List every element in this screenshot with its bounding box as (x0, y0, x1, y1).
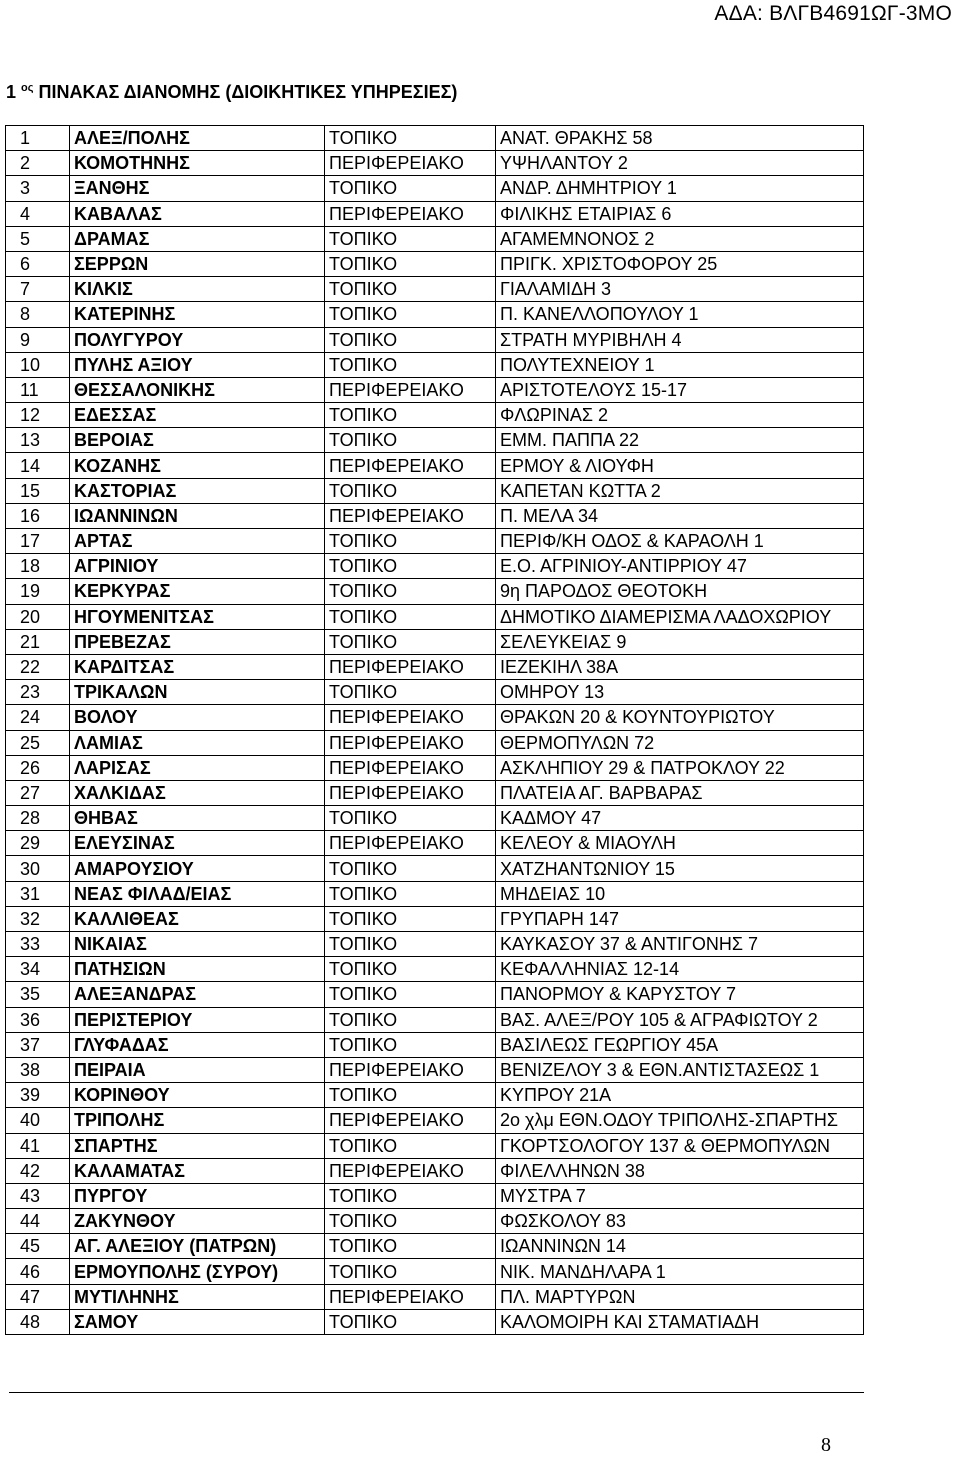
table-row (6, 453, 864, 478)
row-type: ΤΟΠΙΚΟ (325, 579, 496, 604)
row-address: ΒΑΣΙΛΕΩΣ ΓΕΩΡΓΙΟΥ 45Α (496, 1032, 864, 1057)
row-city: ΝΕΑΣ ΦΙΛΑΔ/ΕΙΑΣ (70, 881, 325, 906)
row-city: ΓΛΥΦΑΔΑΣ (70, 1032, 325, 1057)
table-row (6, 403, 864, 428)
row-type: ΤΟΠΙΚΟ (325, 1183, 496, 1208)
table-row (6, 1032, 864, 1057)
table-row (6, 201, 864, 226)
table-row (6, 352, 864, 377)
row-number: 11 (6, 377, 70, 402)
row-city: ΒΕΡΟΙΑΣ (70, 428, 325, 453)
table-row (6, 730, 864, 755)
row-address: ΘΡΑΚΩΝ 20 & ΚΟΥΝΤΟΥΡΙΩΤΟΥ (496, 705, 864, 730)
row-number: 14 (6, 453, 70, 478)
row-address: Π. ΜΕΛΑ 34 (496, 503, 864, 528)
row-type: ΤΟΠΙΚΟ (325, 352, 496, 377)
row-address: ΘΕΡΜΟΠΥΛΩΝ 72 (496, 730, 864, 755)
table-row (6, 176, 864, 201)
table-row (6, 428, 864, 453)
row-number: 15 (6, 478, 70, 503)
row-city: ΗΓΟΥΜΕΝΙΤΣΑΣ (70, 604, 325, 629)
table-row (6, 1234, 864, 1259)
table-row (6, 277, 864, 302)
row-type: ΤΟΠΙΚΟ (325, 478, 496, 503)
row-number: 2 (6, 151, 70, 176)
row-number: 37 (6, 1032, 70, 1057)
row-type: ΤΟΠΙΚΟ (325, 806, 496, 831)
row-number: 30 (6, 856, 70, 881)
row-address: ΦΩΣΚΟΛΟΥ 83 (496, 1209, 864, 1234)
table-row (6, 579, 864, 604)
row-city: ΜΥΤΙΛΗΝΗΣ (70, 1284, 325, 1309)
row-address: ΠΛ. ΜΑΡΤΥΡΩΝ (496, 1284, 864, 1309)
row-city: ΕΛΕΥΣΙΝΑΣ (70, 831, 325, 856)
row-type: ΤΟΠΙΚΟ (325, 957, 496, 982)
row-type: ΤΟΠΙΚΟ (325, 1209, 496, 1234)
row-number: 27 (6, 780, 70, 805)
row-type: ΤΟΠΙΚΟ (325, 629, 496, 654)
row-address: ΚΑΠΕΤΑΝ ΚΩΤΤΑ 2 (496, 478, 864, 503)
row-address: ΒΕΝΙΖΕΛΟΥ 3 & ΕΘΝ.ΑΝΤΙΣΤΑΣΕΩΣ 1 (496, 1057, 864, 1082)
row-city: ΠΥΛΗΣ ΑΞΙΟΥ (70, 352, 325, 377)
row-type: ΤΟΠΙΚΟ (325, 982, 496, 1007)
row-type: ΤΟΠΙΚΟ (325, 604, 496, 629)
row-type: ΠΕΡΙΦΕΡΕΙΑΚΟ (325, 503, 496, 528)
row-type: ΠΕΡΙΦΕΡΕΙΑΚΟ (325, 730, 496, 755)
row-number: 8 (6, 302, 70, 327)
row-city: ΚΑΡΔΙΤΣΑΣ (70, 654, 325, 679)
table-row (6, 1083, 864, 1108)
table-row (6, 654, 864, 679)
row-city: ΑΜΑΡΟΥΣΙΟΥ (70, 856, 325, 881)
row-type: ΠΕΡΙΦΕΡΕΙΑΚΟ (325, 1158, 496, 1183)
table-row (6, 302, 864, 327)
row-number: 12 (6, 403, 70, 428)
row-number: 7 (6, 277, 70, 302)
table-row (6, 1108, 864, 1133)
row-city: ΤΡΙΠΟΛΗΣ (70, 1108, 325, 1133)
row-number: 31 (6, 881, 70, 906)
row-address: ΟΜΗΡΟΥ 13 (496, 680, 864, 705)
row-number: 26 (6, 755, 70, 780)
row-city: ΣΠΑΡΤΗΣ (70, 1133, 325, 1158)
row-city: ΣΑΜΟΥ (70, 1309, 325, 1334)
row-address: ΙΕΖΕΚΙΗΛ 38Α (496, 654, 864, 679)
table-row (6, 806, 864, 831)
table-row (6, 982, 864, 1007)
row-type: ΤΟΠΙΚΟ (325, 1234, 496, 1259)
row-address: ΚΑΛΟΜΟΙΡΗ ΚΑΙ ΣΤΑΜΑΤΙΑΔΗ (496, 1309, 864, 1334)
row-number: 23 (6, 680, 70, 705)
row-city: ΚΑΤΕΡΙΝΗΣ (70, 302, 325, 327)
row-type: ΤΟΠΙΚΟ (325, 856, 496, 881)
row-number: 19 (6, 579, 70, 604)
row-address: ΒΑΣ. ΑΛΕΞ/ΡΟΥ 105 & ΑΓΡΑΦΙΩΤΟΥ 2 (496, 1007, 864, 1032)
row-address: ΣΤΡΑΤΗ ΜΥΡΙΒΗΛΗ 4 (496, 327, 864, 352)
row-type: ΠΕΡΙΦΕΡΕΙΑΚΟ (325, 654, 496, 679)
row-type: ΤΟΠΙΚΟ (325, 1083, 496, 1108)
table-row (6, 705, 864, 730)
table-row (6, 1007, 864, 1032)
table-row (6, 529, 864, 554)
row-number: 38 (6, 1057, 70, 1082)
table-row (6, 251, 864, 276)
row-city: ΖΑΚΥΝΘΟΥ (70, 1209, 325, 1234)
row-city: ΙΩΑΝΝΙΝΩΝ (70, 503, 325, 528)
row-type: ΤΟΠΙΚΟ (325, 932, 496, 957)
row-address: ΠΕΡΙΦ/ΚΗ ΟΔΟΣ & ΚΑΡΑΟΛΗ 1 (496, 529, 864, 554)
row-city: ΒΟΛΟΥ (70, 705, 325, 730)
row-type: ΤΟΠΙΚΟ (325, 403, 496, 428)
row-number: 47 (6, 1284, 70, 1309)
row-city: ΔΡΑΜΑΣ (70, 226, 325, 251)
row-city: ΑΛΕΞ/ΠΟΛΗΣ (70, 126, 325, 151)
row-city: ΚΕΡΚΥΡΑΣ (70, 579, 325, 604)
table-row (6, 1133, 864, 1158)
row-number: 28 (6, 806, 70, 831)
row-type: ΤΟΠΙΚΟ (325, 1032, 496, 1057)
row-address: 2ο χλμ ΕΘΝ.ΟΔΟΥ ΤΡΙΠΟΛΗΣ-ΣΠΑΡΤΗΣ (496, 1108, 864, 1133)
row-number: 25 (6, 730, 70, 755)
row-number: 16 (6, 503, 70, 528)
row-number: 36 (6, 1007, 70, 1032)
row-address: ΠΟΛΥΤΕΧΝΕΙΟΥ 1 (496, 352, 864, 377)
heading-ordinal-suffix: ος (21, 82, 34, 94)
row-city: ΛΑΜΙΑΣ (70, 730, 325, 755)
row-type: ΤΟΠΙΚΟ (325, 1309, 496, 1334)
row-city: ΚΑΛΑΜΑΤΑΣ (70, 1158, 325, 1183)
table-row (6, 755, 864, 780)
row-number: 17 (6, 529, 70, 554)
row-type: ΤΟΠΙΚΟ (325, 906, 496, 931)
row-number: 9 (6, 327, 70, 352)
table-row (6, 1209, 864, 1234)
row-type: ΤΟΠΙΚΟ (325, 1259, 496, 1284)
row-type: ΠΕΡΙΦΕΡΕΙΑΚΟ (325, 377, 496, 402)
row-number: 10 (6, 352, 70, 377)
row-number: 40 (6, 1108, 70, 1133)
row-city: ΘΗΒΑΣ (70, 806, 325, 831)
row-type: ΠΕΡΙΦΕΡΕΙΑΚΟ (325, 201, 496, 226)
row-address: 9η ΠΑΡΟΔΟΣ ΘΕΟΤΟΚΗ (496, 579, 864, 604)
table-row (6, 226, 864, 251)
distribution-table (5, 125, 864, 1335)
table-row (6, 377, 864, 402)
row-address: ΠΛΑΤΕΙΑ ΑΓ. ΒΑΡΒΑΡΑΣ (496, 780, 864, 805)
row-type: ΤΟΠΙΚΟ (325, 680, 496, 705)
heading-number: 1 (6, 82, 17, 102)
table-heading (6, 82, 457, 103)
table-row (6, 604, 864, 629)
row-number: 35 (6, 982, 70, 1007)
row-city: ΑΓΡΙΝΙΟΥ (70, 554, 325, 579)
ada-code: ΑΔΑ: ΒΛΓΒ4691ΩΓ-3ΜΟ (714, 2, 952, 25)
row-type: ΤΟΠΙΚΟ (325, 277, 496, 302)
row-address: ΕΡΜΟΥ & ΛΙΟΥΦΗ (496, 453, 864, 478)
table-row (6, 881, 864, 906)
row-address: ΦΙΛΙΚΗΣ ΕΤΑΙΡΙΑΣ 6 (496, 201, 864, 226)
row-number: 46 (6, 1259, 70, 1284)
row-address: ΚΕΦΑΛΛΗΝΙΑΣ 12-14 (496, 957, 864, 982)
row-city: ΚΑΛΛΙΘΕΑΣ (70, 906, 325, 931)
table-row (6, 629, 864, 654)
table-row (6, 503, 864, 528)
table-row (6, 680, 864, 705)
row-type: ΤΟΠΙΚΟ (325, 327, 496, 352)
row-type: ΤΟΠΙΚΟ (325, 251, 496, 276)
row-address: ΔΗΜΟΤΙΚΟ ΔΙΑΜΕΡΙΣΜΑ ΛΑΔΟΧΩΡΙΟΥ (496, 604, 864, 629)
row-city: ΚΟΡΙΝΘΟΥ (70, 1083, 325, 1108)
row-type: ΤΟΠΙΚΟ (325, 226, 496, 251)
page-number: 8 (821, 1434, 831, 1456)
row-number: 33 (6, 932, 70, 957)
row-address: ΜΥΣΤΡΑ 7 (496, 1183, 864, 1208)
table-row (6, 327, 864, 352)
table-row (6, 932, 864, 957)
row-address: ΜΗΔΕΙΑΣ 10 (496, 881, 864, 906)
row-type: ΠΕΡΙΦΕΡΕΙΑΚΟ (325, 705, 496, 730)
row-address: ΝΙΚ. ΜΑΝΔΗΛΑΡΑ 1 (496, 1259, 864, 1284)
row-address: ΕΜΜ. ΠΑΠΠΑ 22 (496, 428, 864, 453)
row-type: ΤΟΠΙΚΟ (325, 1007, 496, 1032)
row-number: 3 (6, 176, 70, 201)
row-address: ΚΑΔΜΟΥ 47 (496, 806, 864, 831)
row-number: 13 (6, 428, 70, 453)
row-number: 4 (6, 201, 70, 226)
row-address: ΓΚΟΡΤΣΟΛΟΓΟΥ 137 & ΘΕΡΜΟΠΥΛΩΝ (496, 1133, 864, 1158)
row-address: ΑΓΑΜΕΜΝΟΝΟΣ 2 (496, 226, 864, 251)
table-row (6, 126, 864, 151)
row-type: ΤΟΠΙΚΟ (325, 1133, 496, 1158)
table-row (6, 1158, 864, 1183)
row-city: ΑΛΕΞΑΝΔΡΑΣ (70, 982, 325, 1007)
row-city: ΕΡΜΟΥΠΟΛΗΣ (ΣΥΡΟΥ) (70, 1259, 325, 1284)
row-type: ΤΟΠΙΚΟ (325, 302, 496, 327)
row-number: 24 (6, 705, 70, 730)
row-number: 34 (6, 957, 70, 982)
row-address: ΧΑΤΖΗΑΝΤΩΝΙΟΥ 15 (496, 856, 864, 881)
row-city: ΛΑΡΙΣΑΣ (70, 755, 325, 780)
row-type: ΤΟΠΙΚΟ (325, 126, 496, 151)
row-type: ΠΕΡΙΦΕΡΕΙΑΚΟ (325, 1057, 496, 1082)
row-address: ΑΣΚΛΗΠΙΟΥ 29 & ΠΑΤΡΟΚΛΟΥ 22 (496, 755, 864, 780)
row-city: ΠΕΙΡΑΙΑ (70, 1057, 325, 1082)
table-body (6, 126, 864, 1335)
table-row (6, 780, 864, 805)
row-number: 29 (6, 831, 70, 856)
row-number: 20 (6, 604, 70, 629)
row-address: ΚΥΠΡΟΥ 21Α (496, 1083, 864, 1108)
row-address: ΠΑΝΟΡΜΟΥ & ΚΑΡΥΣΤΟΥ 7 (496, 982, 864, 1007)
table-row (6, 478, 864, 503)
row-type: ΤΟΠΙΚΟ (325, 529, 496, 554)
row-city: ΚΑΒΑΛΑΣ (70, 201, 325, 226)
row-address: ΦΛΩΡΙΝΑΣ 2 (496, 403, 864, 428)
row-number: 1 (6, 126, 70, 151)
row-address: ΥΨΗΛΑΝΤΟΥ 2 (496, 151, 864, 176)
row-address: ΚΕΛΕΟΥ & ΜΙΑΟΥΛΗ (496, 831, 864, 856)
row-number: 44 (6, 1209, 70, 1234)
row-city: ΣΕΡΡΩΝ (70, 251, 325, 276)
row-number: 6 (6, 251, 70, 276)
row-city: ΑΡΤΑΣ (70, 529, 325, 554)
row-city: ΧΑΛΚΙΔΑΣ (70, 780, 325, 805)
row-city: ΠΥΡΓΟΥ (70, 1183, 325, 1208)
row-city: ΚΑΣΤΟΡΙΑΣ (70, 478, 325, 503)
row-type: ΠΕΡΙΦΕΡΕΙΑΚΟ (325, 780, 496, 805)
row-number: 21 (6, 629, 70, 654)
row-number: 41 (6, 1133, 70, 1158)
row-number: 48 (6, 1309, 70, 1334)
row-address: ΣΕΛΕΥΚΕΙΑΣ 9 (496, 629, 864, 654)
row-type: ΤΟΠΙΚΟ (325, 554, 496, 579)
heading-text: ΠΙΝΑΚΑΣ ΔΙΑΝΟΜΗΣ (ΔΙΟΙΚΗΤΙΚΕΣ ΥΠΗΡΕΣΙΕΣ) (33, 82, 458, 102)
row-address: ΑΡΙΣΤΟΤΕΛΟΥΣ 15-17 (496, 377, 864, 402)
row-number: 39 (6, 1083, 70, 1108)
row-number: 5 (6, 226, 70, 251)
row-city: ΚΙΛΚΙΣ (70, 277, 325, 302)
row-city: ΤΡΙΚΑΛΩΝ (70, 680, 325, 705)
row-city: ΘΕΣΣΑΛΟΝΙΚΗΣ (70, 377, 325, 402)
row-type: ΤΟΠΙΚΟ (325, 881, 496, 906)
table-row (6, 1183, 864, 1208)
row-address: ΦΙΛΕΛΛΗΝΩΝ 38 (496, 1158, 864, 1183)
row-number: 22 (6, 654, 70, 679)
table-row (6, 554, 864, 579)
row-city: ΚΟΖΑΝΗΣ (70, 453, 325, 478)
row-city: ΚΟΜΟΤΗΝΗΣ (70, 151, 325, 176)
row-type: ΠΕΡΙΦΕΡΕΙΑΚΟ (325, 1284, 496, 1309)
row-address: ΑΝΔΡ. ΔΗΜΗΤΡΙΟΥ 1 (496, 176, 864, 201)
row-type: ΠΕΡΙΦΕΡΕΙΑΚΟ (325, 453, 496, 478)
table-row (6, 151, 864, 176)
row-city: ΕΔΕΣΣΑΣ (70, 403, 325, 428)
row-address: ΠΡΙΓΚ. ΧΡΙΣΤΟΦΟΡΟΥ 25 (496, 251, 864, 276)
row-city: ΠΑΤΗΣΙΩΝ (70, 957, 325, 982)
row-number: 45 (6, 1234, 70, 1259)
table-row (6, 906, 864, 931)
table-row (6, 1057, 864, 1082)
table-row (6, 1259, 864, 1284)
row-address: ΑΝΑΤ. ΘΡΑΚΗΣ 58 (496, 126, 864, 151)
row-type: ΠΕΡΙΦΕΡΕΙΑΚΟ (325, 1108, 496, 1133)
row-number: 42 (6, 1158, 70, 1183)
table-row (6, 831, 864, 856)
row-address: ΙΩΑΝΝΙΝΩΝ 14 (496, 1234, 864, 1259)
row-type: ΤΟΠΙΚΟ (325, 176, 496, 201)
row-address: Π. ΚΑΝΕΛΛΟΠΟΥΛΟΥ 1 (496, 302, 864, 327)
row-number: 32 (6, 906, 70, 931)
row-type: ΠΕΡΙΦΕΡΕΙΑΚΟ (325, 151, 496, 176)
table-row (6, 1284, 864, 1309)
row-type: ΠΕΡΙΦΕΡΕΙΑΚΟ (325, 831, 496, 856)
row-type: ΤΟΠΙΚΟ (325, 428, 496, 453)
row-city: ΠΕΡΙΣΤΕΡΙΟΥ (70, 1007, 325, 1032)
row-city: ΝΙΚΑΙΑΣ (70, 932, 325, 957)
row-city: ΑΓ. ΑΛΕΞΙΟΥ (ΠΑΤΡΩΝ) (70, 1234, 325, 1259)
row-city: ΠΡΕΒΕΖΑΣ (70, 629, 325, 654)
row-type: ΠΕΡΙΦΕΡΕΙΑΚΟ (325, 755, 496, 780)
row-address: ΓΡΥΠΑΡΗ 147 (496, 906, 864, 931)
table-row (6, 957, 864, 982)
row-city: ΞΑΝΘΗΣ (70, 176, 325, 201)
table-row (6, 856, 864, 881)
row-city: ΠΟΛΥΓΥΡΟΥ (70, 327, 325, 352)
table-row (6, 1309, 864, 1334)
row-address: Ε.Ο. ΑΓΡΙΝΙΟΥ-ΑΝΤΙΡΡΙΟΥ 47 (496, 554, 864, 579)
row-address: ΚΑΥΚΑΣΟΥ 37 & ΑΝΤΙΓΟΝΗΣ 7 (496, 932, 864, 957)
footer-divider (9, 1392, 864, 1393)
row-address: ΓΙΑΛΑΜΙΔΗ 3 (496, 277, 864, 302)
row-number: 18 (6, 554, 70, 579)
row-number: 43 (6, 1183, 70, 1208)
